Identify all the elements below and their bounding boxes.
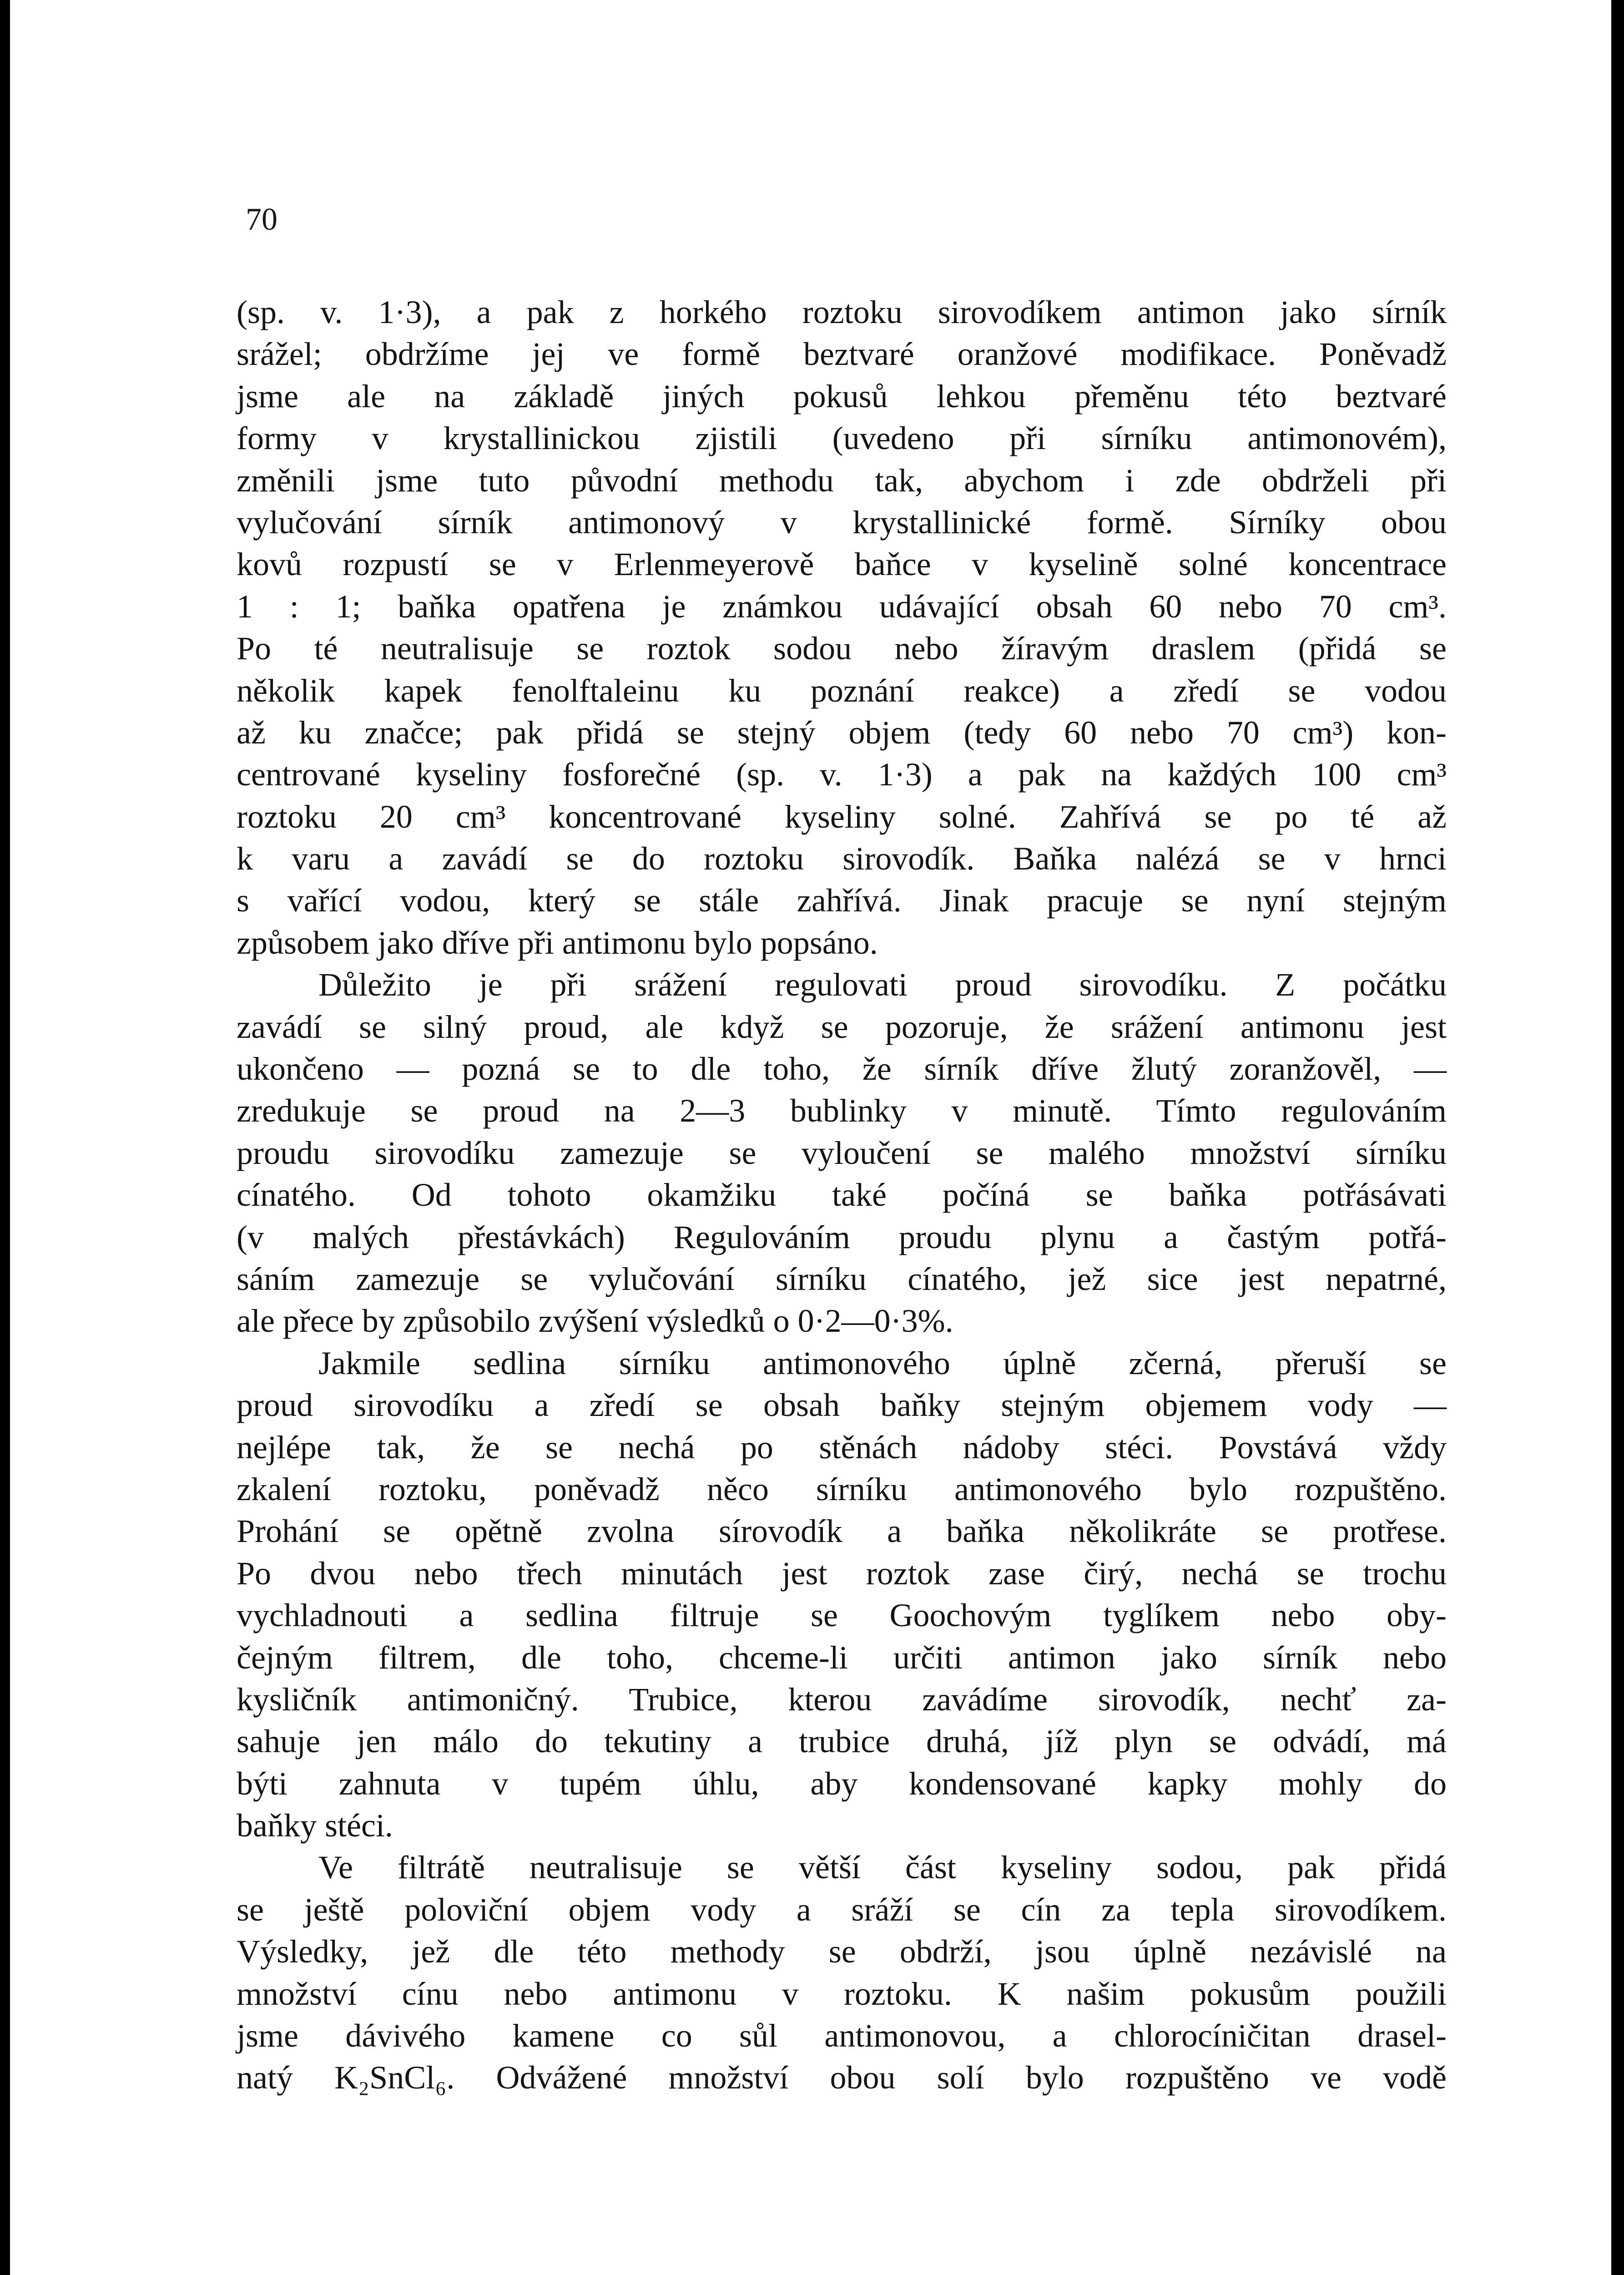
text-line: cínatého. Od tohoto okamžiku také počíná se baňka potřásávati bbox=[237, 1177, 1447, 1213]
text-line: Důležito je při srážení regulovati proud sirovodíku. Z počátku bbox=[318, 966, 1447, 1003]
text-line: (v malých přestávkách) Regulováním proudu plynu a častým potřá- bbox=[237, 1218, 1447, 1255]
text-line: formy v krystallinickou zjistili (uvedeno při sírníku antimonovém), bbox=[237, 420, 1447, 457]
text-line: až ku značce; pak přidá se stejný objem (tedy 60 nebo 70 cm³) kon- bbox=[237, 714, 1447, 751]
text-line: jsme ale na základě jiných pokusů lehkou přeměnu této beztvaré bbox=[237, 378, 1447, 415]
text-line: Jakmile sedlina sírníku antimonového úplně zčerná, přeruší se bbox=[318, 1345, 1447, 1381]
paragraph-3 bbox=[237, 1342, 1447, 1847]
text-line: zavádí se silný proud, ale když se pozoruje, že srážení antimonu jest bbox=[237, 1008, 1447, 1045]
text-line: býti zahnuta v tupém úhlu, aby kondensované kapky mohly do bbox=[237, 1765, 1447, 1802]
text-line: Po té neutralisuje se roztok sodou nebo žíravým draslem (přidá se bbox=[237, 630, 1447, 667]
page-number: 70 bbox=[246, 202, 277, 237]
text-line: množství cínu nebo antimonu v roztoku. K našim pokusům použili bbox=[237, 1975, 1447, 2012]
text-line: ale přece by způsobilo zvýšení výsledků o 0·2—0·3%. bbox=[237, 1303, 953, 1340]
text-line: způsobem jako dříve při antimonu bylo popsáno. bbox=[237, 924, 878, 961]
paragraph-2 bbox=[237, 964, 1447, 1342]
text-line: Po dvou nebo třech minutách jest roztok zase čirý, nechá se trochu bbox=[237, 1555, 1447, 1592]
text-line: zkalení roztoku, poněvadž něco sírníku antimonového bylo rozpuštěno. bbox=[237, 1471, 1447, 1507]
scan-edge bbox=[1611, 0, 1624, 2275]
text-line: proud sirovodíku a zředí se obsah baňky stejným objemem vody — bbox=[237, 1387, 1447, 1424]
text-line: ukončeno — pozná se to dle toho, že sírník dříve žlutý zoranžověl, — bbox=[237, 1051, 1447, 1087]
text-line: s vařící vodou, který se stále zahřívá. Jinak pracuje se nyní stejným bbox=[237, 882, 1447, 919]
text-line: změnili jsme tuto původní methodu tak, abychom i zde obdrželi při bbox=[237, 462, 1447, 499]
paragraph-4 bbox=[237, 1846, 1447, 2098]
text-line: vychladnouti a sedlina filtruje se Goochovým tyglíkem nebo oby- bbox=[237, 1597, 1447, 1634]
text-line: vylučování sírník antimonový v krystallinické formě. Sírníky obou bbox=[237, 504, 1447, 541]
text-line: sahuje jen málo do tekutiny a trubice druhá, jíž plyn se odvádí, má bbox=[237, 1723, 1447, 1760]
body-text bbox=[237, 291, 1447, 2099]
text-line: sáním zamezuje se vylučování sírníku cínatého, jež sice jest nepatrné, bbox=[237, 1260, 1447, 1297]
text-line: Ve filtrátě neutralisuje se větší část kyseliny sodou, pak přidá bbox=[318, 1849, 1447, 1886]
paragraph-1 bbox=[237, 291, 1447, 964]
text-line: natý K₂SnCl₆. Odvážené množství obou solí bylo rozpuštěno ve vodě bbox=[237, 2059, 1447, 2096]
text-line: čejným filtrem, dle toho, chceme-li určiti antimon jako sírník nebo bbox=[237, 1639, 1447, 1676]
text-line: srážel; obdržíme jej ve formě beztvaré oranžové modifikace. Poněvadž bbox=[237, 336, 1447, 373]
text-line: roztoku 20 cm³ koncentrované kyseliny solné. Zahřívá se po té až bbox=[237, 798, 1447, 835]
text-line: Výsledky, jež dle této methody se obdrží, jsou úplně nezávislé na bbox=[237, 1933, 1447, 1970]
text-line: (sp. v. 1·3), a pak z horkého roztoku sirovodíkem antimon jako sírník bbox=[237, 294, 1447, 330]
text-line: zredukuje se proud na 2—3 bublinky v minutě. Tímto regulováním bbox=[237, 1092, 1447, 1129]
text-line: proudu sirovodíku zamezuje se vyloučení se malého množství sírníku bbox=[237, 1134, 1447, 1171]
text-line: jsme dávivého kamene co sůl antimonovou, a chlorocíničitan drasel- bbox=[237, 2017, 1447, 2054]
text-line: k varu a zavádí se do roztoku sirovodík. Baňka nalézá se v hrnci bbox=[237, 840, 1447, 877]
text-line: baňky stéci. bbox=[237, 1807, 393, 1844]
text-line: několik kapek fenolftaleinu ku poznání reakce) a zředí se vodou bbox=[237, 672, 1447, 709]
text-line: 1 : 1; baňka opatřena je známkou udávající obsah 60 nebo 70 cm³. bbox=[237, 588, 1447, 625]
text-line: se ještě poloviční objem vody a sráží se cín za tepla sirovodíkem. bbox=[237, 1891, 1447, 1928]
text-line: Prohání se opětně zvolna sírovodík a baňka několikráte se protřese. bbox=[237, 1513, 1447, 1550]
text-line: kysličník antimoničný. Trubice, kterou zavádíme sirovodík, nechť za- bbox=[237, 1681, 1447, 1718]
text-line: nejlépe tak, že se nechá po stěnách nádoby stéci. Povstává vždy bbox=[237, 1429, 1447, 1466]
text-line: kovů rozpustí se v Erlenmeyerově baňce v kyselině solné koncentrace bbox=[237, 546, 1447, 583]
text-line: centrované kyseliny fosforečné (sp. v. 1·3) a pak na každých 100 cm³ bbox=[237, 756, 1447, 793]
